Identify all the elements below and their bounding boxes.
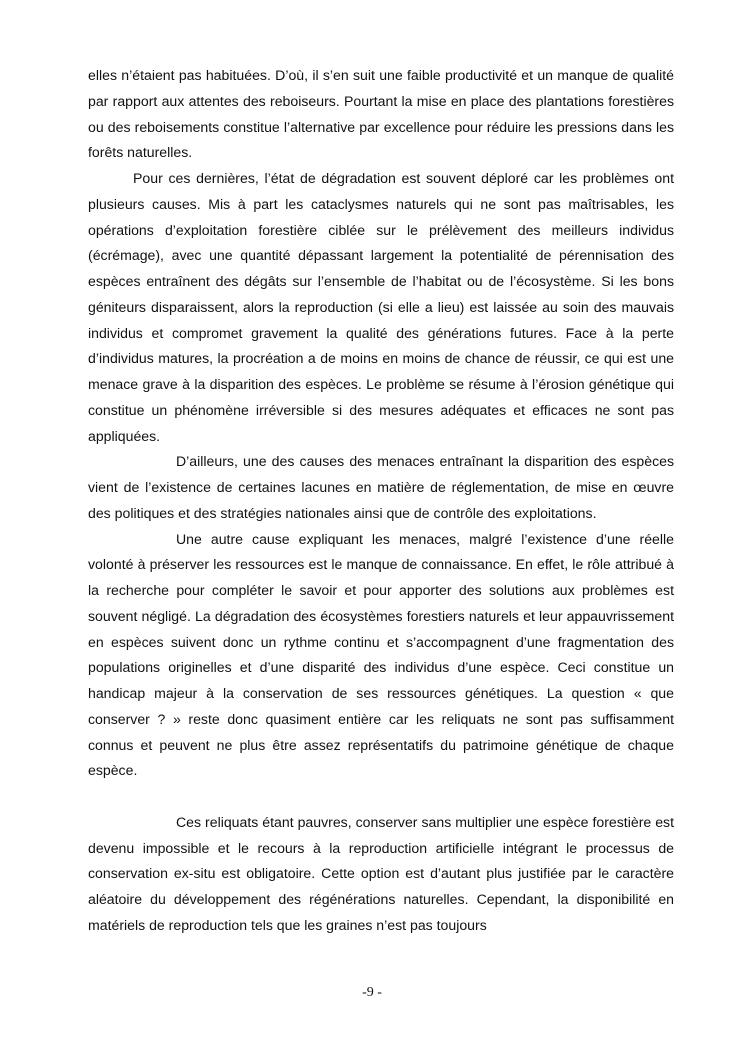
body-text [88, 63, 674, 939]
paragraph-2: Pour ces dernières, l’état de dégradation est souvent déploré car les problèmes ont plusieurs causes. Mis à part les cataclysmes naturels qui ne sont pas maîtrisables, les opérations d’exploitation forestière ciblée sur le prélèvement des meilleurs individus (écrémage), avec une quantité dépassant largement la potentialité de pérennisation des espèces entraînent des dégâts sur l’ensemble de l’habitat ou de l’écosystème. Si les bons géniteurs disparaissent, alors la reproduction (si elle a lieu) est laissée au soin des mauvais individus et compromet gravement la qualité des générations futures. Face à la perte d’individus matures, la procréation a de moins en moins de chance de réussir, ce qui est une menace grave à la disparition des espèces. Le problème se résume à l’érosion génétique qui constitue un phénomène irréversible si des mesures adéquates et efficaces ne sont pas appliquées. [88, 170, 674, 444]
paragraph-3: D’ailleurs, une des causes des menaces entraînant la disparition des espèces vient de l’existence de certaines lacunes en matière de réglementation, de mise en œuvre des politiques et des stratégies nationales ainsi que de contrôle des exploitations. [88, 453, 674, 521]
paragraph-4: Une autre cause expliquant les menaces, malgré l’existence d’une réelle volonté à préserver les ressources est le manque de connaissance. En effet, le rôle attribué à la recherche pour compléter le savoir et pour apporter des solutions aux problèmes est souvent négligé. La dégradation des écosystèmes forestiers naturels et leur appauvrissement en espèces suivent donc un rythme continu et s’accompagnent d’une fragmentation des populations originelles et d’une disparité des individus d’une espèce. Ceci constitue un handicap majeur à la conservation de ses ressources génétiques. La question « que conserver ? » reste donc quasiment entière car les reliquats ne sont pas suffisamment connus et peuvent ne plus être assez représentatifs du patrimoine génétique de chaque espèce. [88, 530, 674, 779]
paragraph-1: elles n’étaient pas habituées. D’où, il s’en suit une faible productivité et un manque de qualité par rapport aux attentes des reboiseurs. Pourtant la mise en place des plantations forestières ou des reboisements constitue l’alternative par excellence pour réduire les pressions dans les forêts naturelles. [88, 67, 674, 161]
paragraph-5: Ces reliquats étant pauvres, conserver sans multiplier une espèce forestière est devenu impossible et le recours à la reproduction artificielle intégrant le processus de conservation ex-situ est obligatoire. Cette option est d’autant plus justifiée par le caractère aléatoire du développement des régénérations naturelles. Cependant, la disponibilité en matériels de reproduction tels que les graines n’est pas toujours [88, 813, 674, 933]
page-number: -9 - [362, 985, 382, 1000]
